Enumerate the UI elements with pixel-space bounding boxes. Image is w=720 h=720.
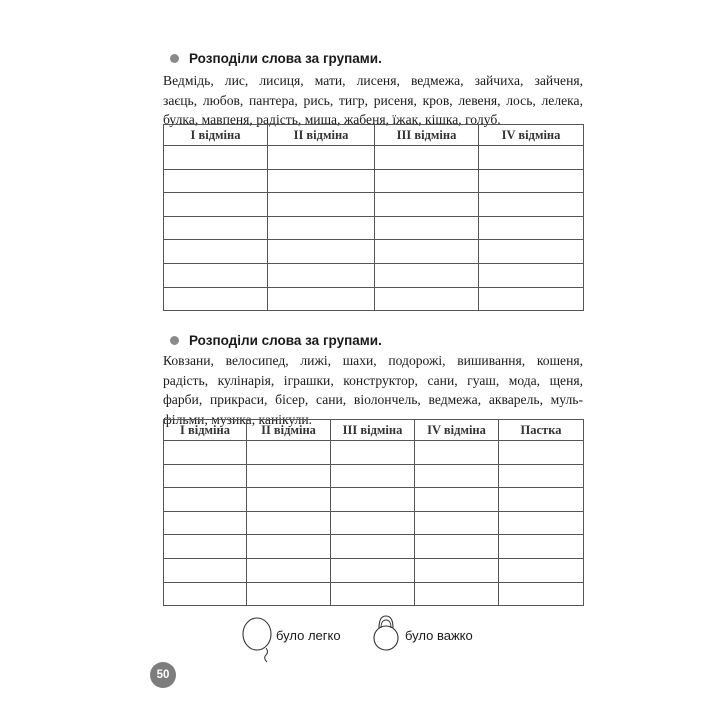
answer-cell[interactable] — [164, 216, 268, 240]
answer-cell[interactable] — [268, 287, 375, 311]
answer-cell[interactable] — [375, 240, 479, 264]
answer-cell[interactable] — [164, 263, 268, 287]
table-row — [164, 287, 584, 311]
answer-cell[interactable] — [164, 193, 268, 217]
task2-word-list — [163, 351, 583, 429]
answer-cell[interactable] — [164, 558, 247, 582]
column-header: II відміна — [247, 420, 331, 441]
kettlebell-icon — [372, 612, 408, 658]
task1-line-3: булка, мавпеня, радість, миша, жабеня, їжак, кішка, голуб. — [163, 112, 501, 127]
answer-cell[interactable] — [415, 535, 499, 559]
column-header: Пастка — [499, 420, 584, 441]
answer-cell[interactable] — [268, 216, 375, 240]
answer-cell[interactable] — [479, 193, 584, 217]
table-row — [164, 464, 584, 488]
answer-cell[interactable] — [164, 240, 268, 264]
column-header: IV відміна — [415, 420, 499, 441]
table-row — [164, 558, 584, 582]
answer-cell[interactable] — [247, 511, 331, 535]
answer-cell[interactable] — [499, 558, 584, 582]
answer-cell[interactable] — [164, 488, 247, 512]
answer-cell[interactable] — [164, 535, 247, 559]
answer-cell[interactable] — [499, 535, 584, 559]
table-row — [164, 193, 584, 217]
task2-heading — [170, 331, 382, 349]
table-row — [164, 582, 584, 606]
answer-cell[interactable] — [331, 441, 415, 465]
column-header: III відміна — [331, 420, 415, 441]
answer-cell[interactable] — [331, 582, 415, 606]
answer-cell[interactable] — [247, 488, 331, 512]
table-header-row — [164, 125, 584, 146]
answer-cell[interactable] — [268, 263, 375, 287]
bullet-icon — [170, 54, 179, 63]
answer-cell[interactable] — [375, 287, 479, 311]
answer-cell[interactable] — [375, 193, 479, 217]
column-header: I відміна — [164, 125, 268, 146]
answer-cell[interactable] — [164, 169, 268, 193]
table-row — [164, 146, 584, 170]
answer-cell[interactable] — [415, 464, 499, 488]
answer-cell[interactable] — [415, 558, 499, 582]
task1-table — [163, 124, 584, 311]
table-row — [164, 488, 584, 512]
answer-cell[interactable] — [331, 488, 415, 512]
answer-cell[interactable] — [499, 441, 584, 465]
answer-cell[interactable] — [331, 511, 415, 535]
table-row — [164, 511, 584, 535]
self-assessment-easy — [240, 612, 350, 662]
easy-label: було легко — [276, 628, 341, 643]
task1-word-list — [163, 71, 583, 130]
answer-cell[interactable] — [164, 287, 268, 311]
answer-cell[interactable] — [415, 511, 499, 535]
answer-cell[interactable] — [479, 287, 584, 311]
answer-cell[interactable] — [164, 441, 247, 465]
table-header-row — [164, 420, 584, 441]
task1-line-1: Ведмідь, лис, лисиця, мати, лисеня, ведмежа, зайчиха, зайченя, — [163, 73, 583, 88]
column-header: III відміна — [375, 125, 479, 146]
task2-line-3: фарби, прикраси, бісер, сани, віолончель, ведмежа, акварель, муль- — [163, 392, 583, 407]
answer-cell[interactable] — [479, 216, 584, 240]
answer-cell[interactable] — [247, 582, 331, 606]
answer-cell[interactable] — [499, 582, 584, 606]
answer-cell[interactable] — [247, 535, 331, 559]
task1-heading-text: Розподіли слова за групами. — [189, 50, 382, 66]
answer-cell[interactable] — [268, 146, 375, 170]
answer-cell[interactable] — [268, 169, 375, 193]
table-row — [164, 240, 584, 264]
answer-cell[interactable] — [415, 441, 499, 465]
answer-cell[interactable] — [375, 146, 479, 170]
task2-line-2: радість, кулінарія, іграшки, конструктор, сани, гуаш, мода, щеня, — [163, 372, 583, 388]
answer-cell[interactable] — [479, 146, 584, 170]
hard-label: було важко — [405, 628, 473, 643]
answer-cell[interactable] — [331, 535, 415, 559]
task2-line-4: фільми, музика, канікули. — [163, 411, 313, 427]
balloon-icon — [240, 612, 280, 664]
answer-cell[interactable] — [375, 263, 479, 287]
answer-cell[interactable] — [479, 169, 584, 193]
answer-cell[interactable] — [164, 511, 247, 535]
answer-cell[interactable] — [375, 169, 479, 193]
answer-cell[interactable] — [164, 582, 247, 606]
table-row — [164, 169, 584, 193]
task1-line-2: заєць, любов, пантера, рись, тигр, рисеня, кров, левеня, лось, лелека, — [163, 92, 583, 108]
task1-heading — [170, 49, 382, 67]
answer-cell[interactable] — [499, 488, 584, 512]
answer-cell[interactable] — [247, 558, 331, 582]
page-number: 50 — [150, 662, 176, 688]
answer-cell[interactable] — [499, 464, 584, 488]
answer-cell[interactable] — [247, 441, 331, 465]
answer-cell[interactable] — [331, 464, 415, 488]
task2-line-1: Ковзани, велосипед, лижі, шахи, подорожі, вишивання, кошеня, — [163, 353, 583, 368]
answer-cell[interactable] — [479, 263, 584, 287]
column-header: IV відміна — [479, 125, 584, 146]
answer-cell[interactable] — [268, 240, 375, 264]
table-row — [164, 441, 584, 465]
task2-table — [163, 419, 584, 606]
answer-cell[interactable] — [415, 488, 499, 512]
table-row — [164, 535, 584, 559]
answer-cell[interactable] — [479, 240, 584, 264]
self-assessment-hard — [372, 612, 482, 662]
answer-cell[interactable] — [375, 216, 479, 240]
task2-heading-text: Розподіли слова за групами. — [189, 332, 382, 348]
answer-cell[interactable] — [247, 464, 331, 488]
answer-cell[interactable] — [499, 511, 584, 535]
table-row — [164, 216, 584, 240]
column-header: II відміна — [268, 125, 375, 146]
column-header: I відміна — [164, 420, 247, 441]
bullet-icon — [170, 336, 179, 345]
answer-cell[interactable] — [164, 464, 247, 488]
answer-cell[interactable] — [268, 193, 375, 217]
answer-cell[interactable] — [415, 582, 499, 606]
answer-cell[interactable] — [164, 146, 268, 170]
table-row — [164, 263, 584, 287]
answer-cell[interactable] — [331, 558, 415, 582]
